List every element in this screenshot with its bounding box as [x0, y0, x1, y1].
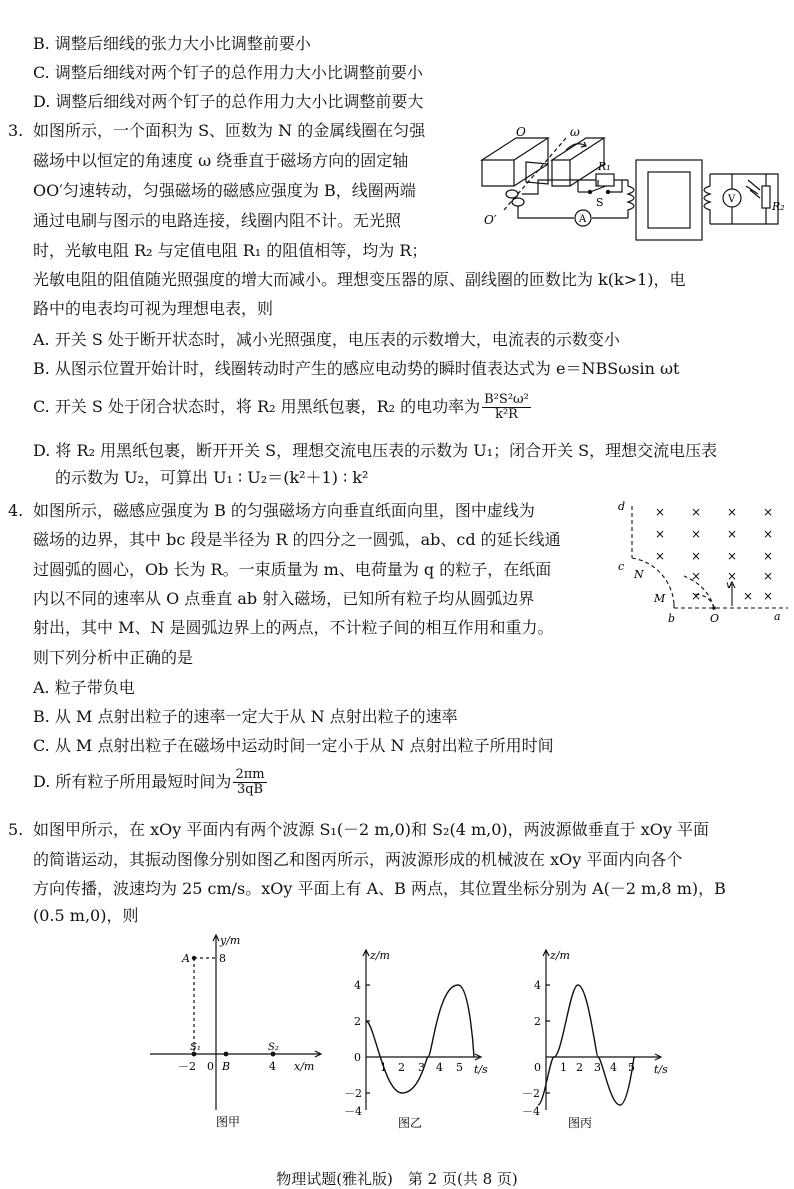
- svg-text:×: ×: [690, 527, 702, 541]
- fig-jia-s2: S₂: [268, 1042, 279, 1053]
- fig-bing-caption: 图丙: [568, 1116, 593, 1130]
- q4-label-o: O: [710, 612, 720, 625]
- q4-option-d-denominator: 3qB: [236, 782, 264, 797]
- fig-bing-xlabel: t/s: [654, 1063, 668, 1076]
- q4-label-n: N: [634, 568, 644, 581]
- q5-line-2: 的简谐运动，其振动图像分别如图乙和图丙所示，两波源形成的机械波在 xOy 平面内向各个: [33, 850, 683, 869]
- q3-option-d-line-1: D. 将 R₂ 用黑纸包裹，断开开关 S，理想交流电压表的示数为 U₁；闭合开关 S，理想交流电压表: [33, 441, 718, 460]
- q4-option-a: A. 粒子带负电: [33, 678, 135, 697]
- fig-jia-tick-8: 8: [219, 952, 226, 965]
- fig-jia-caption: 图甲: [216, 1115, 241, 1129]
- q3-line-3: OO′匀速转动，匀强磁场的磁感应强度为 B，线圈两端: [33, 181, 416, 200]
- q3-label-s: S: [596, 196, 604, 209]
- fig-bing-tick-ym4: －4: [522, 1105, 540, 1118]
- q3-option-d-line-2: 的示数为 U₂，可算出 U₁ ∶ U₂＝(k²＋1) ∶ k²: [55, 468, 369, 487]
- q3-circuit-figure: [478, 114, 788, 250]
- fig-bing-vibration-graph: [510, 945, 670, 1130]
- fig-bing-tick-x3: 3: [594, 1061, 601, 1074]
- fig-yi-tick-x1: 1: [380, 1061, 387, 1074]
- q4-option-c: C. 从 M 点射出粒子在磁场中运动时间一定小于从 N 点射出粒子所用时间: [33, 736, 554, 755]
- fig-yi-tick-y0: 0: [354, 1051, 361, 1064]
- q5-line-3: 方向传播，波速均为 25 cm/s。xOy 平面上有 A、B 两点，其位置坐标分别为 A(－2 m,8 m)，B: [33, 879, 726, 898]
- q4-label-b: b: [668, 612, 676, 625]
- fig-jia-ylabel: y/m: [220, 934, 241, 947]
- fig-yi-tick-y4: 4: [354, 979, 361, 992]
- fig-yi-tick-y2: 2: [354, 1015, 361, 1028]
- q3-label-o-prime: O′: [484, 213, 497, 227]
- q4-magnetic-field-figure: [612, 496, 790, 626]
- svg-text:×: ×: [690, 569, 702, 583]
- q4-option-b: B. 从 M 点射出粒子的速率一定大于从 N 点射出粒子的速率: [33, 707, 458, 726]
- q4-line-1: 如图所示，磁感应强度为 B 的匀强磁场方向垂直纸面向里，图中虚线为: [33, 501, 535, 520]
- svg-text:×: ×: [726, 569, 738, 583]
- fig-jia-s1: S₁: [190, 1042, 201, 1053]
- q3-option-a: A. 开关 S 处于断开状态时，减小光照强度，电压表的示数增大，电流表的示数变小: [33, 330, 620, 349]
- q2-option-c: C. 调整后细线对两个钉子的总作用力大小比调整前要小: [33, 63, 423, 82]
- svg-text:×: ×: [654, 549, 666, 563]
- fig-jia-coordinates: [140, 930, 340, 1130]
- q3-label-voltmeter: V: [728, 194, 736, 205]
- svg-text:×: ×: [742, 589, 754, 603]
- q3-label-r1: R₁: [598, 160, 611, 173]
- svg-text:×: ×: [690, 505, 702, 519]
- fig-jia-point-b: B: [222, 1060, 231, 1073]
- q3-label-r2: R₂: [772, 200, 785, 213]
- q5-line-4: (0.5 m,0)，则: [33, 906, 139, 925]
- q5-line-1: 如图甲所示，在 xOy 平面内有两个波源 S₁(－2 m,0)和 S₂(4 m,0)，两波源做垂直于 xOy 平面: [33, 820, 710, 839]
- fig-yi-tick-x5: 5: [456, 1061, 463, 1074]
- svg-text:×: ×: [762, 569, 774, 583]
- q3-option-c-text: C. 开关 S 处于闭合状态时，将 R₂ 用黑纸包裹，R₂ 的电功率为: [33, 397, 481, 416]
- svg-text:×: ×: [762, 589, 774, 603]
- fig-jia-tick-m2: －2: [178, 1060, 196, 1073]
- svg-text:×: ×: [654, 505, 666, 519]
- svg-text:×: ×: [690, 589, 702, 603]
- q3-line-1: 如图所示，一个面积为 S、匝数为 N 的金属线圈在匀强: [33, 121, 426, 140]
- fig-bing-tick-x1: 1: [560, 1061, 567, 1074]
- q4-option-d: [33, 764, 269, 800]
- fig-yi-tick-ym4: －4: [344, 1105, 362, 1118]
- q3-line-2: 磁场中以恒定的角速度 ω 绕垂直于磁场方向的固定轴: [33, 151, 409, 170]
- fig-bing-tick-y4: 4: [534, 979, 541, 992]
- fig-yi-wave: [366, 985, 474, 1093]
- q3-line-4: 通过电刷与图示的电路连接，线圈内阻不计。无光照: [33, 211, 402, 230]
- fig-bing-ylabel: z/m: [550, 949, 570, 962]
- q5-number: 5.: [8, 820, 24, 839]
- fig-bing-tick-x4: 4: [610, 1061, 617, 1074]
- q3-option-c-fraction: [482, 393, 531, 422]
- fig-bing-wave: [538, 985, 634, 1105]
- fig-jia-xlabel: x/m: [294, 1060, 315, 1073]
- q4-label-d: d: [618, 500, 626, 513]
- q3-label-o: O: [516, 125, 526, 139]
- fig-jia-point-a: A: [182, 952, 190, 965]
- q4-option-d-text: D. 所有粒子所用最短时间为: [33, 772, 232, 791]
- svg-text:×: ×: [726, 549, 738, 563]
- q3-line-6: 光敏电阻的阻值随光照强度的增大而减小。理想变压器的原、副线圈的匝数比为 k(k>1)，电: [33, 270, 686, 289]
- fig-yi-xlabel: t/s: [474, 1063, 488, 1076]
- q3-option-c-numerator: B²S²ω²: [484, 392, 529, 407]
- svg-text:×: ×: [726, 505, 738, 519]
- q4-option-d-numerator: 2πm: [235, 767, 265, 782]
- q4-option-d-fraction: [233, 768, 266, 797]
- q4-line-5: 射出，其中 M、N 是圆弧边界上的两点，不计粒子间的相互作用和重力。: [33, 618, 554, 637]
- q4-field-crosses: [655, 505, 773, 603]
- fig-yi-tick-x3: 3: [418, 1061, 425, 1074]
- fig-bing-tick-y2: 2: [534, 1015, 541, 1028]
- fig-bing-tick-x2: 2: [576, 1061, 583, 1074]
- fig-bing-tick-x5: 5: [628, 1061, 635, 1074]
- svg-text:×: ×: [726, 527, 738, 541]
- fig-yi-tick-ym2: －2: [344, 1087, 362, 1100]
- fig-yi-caption: 图乙: [398, 1116, 423, 1130]
- q4-line-3: 过圆弧的圆心，Ob 长为 R。一束质量为 m、电荷量为 q 的粒子，在纸面: [33, 560, 552, 579]
- q3-number: 3.: [8, 121, 24, 140]
- q4-number: 4.: [8, 501, 24, 520]
- q4-line-4: 内以不同的速率从 O 点垂直 ab 射入磁场，已知所有粒子均从圆弧边界: [33, 589, 535, 608]
- q2-option-d: D. 调整后细线对两个钉子的总作用力大小比调整前要大: [33, 92, 424, 111]
- svg-text:×: ×: [762, 549, 774, 563]
- q3-option-c: [33, 389, 533, 425]
- fig-jia-tick-0: 0: [207, 1060, 214, 1073]
- fig-yi-vibration-graph: [340, 945, 490, 1130]
- svg-text:×: ×: [654, 527, 666, 541]
- fig-bing-tick-y0: 0: [534, 1061, 541, 1074]
- svg-text:×: ×: [762, 505, 774, 519]
- q3-option-c-denominator: k²R: [495, 407, 518, 422]
- q4-label-a: a: [774, 610, 781, 623]
- q3-line-7: 路中的电表均可视为理想电表，则: [33, 299, 274, 318]
- q4-line-6: 则下列分析中正确的是: [33, 648, 194, 667]
- q2-option-b: B. 调整后细线的张力大小比调整前要小: [33, 34, 311, 53]
- fig-yi-ylabel: z/m: [370, 949, 390, 962]
- svg-text:×: ×: [762, 527, 774, 541]
- fig-bing-tick-ym2: －2: [522, 1087, 540, 1100]
- q3-label-ammeter: A: [579, 214, 587, 225]
- q4-label-m: M: [654, 592, 666, 605]
- q4-label-v: v: [726, 580, 732, 591]
- q3-line-5: 时，光敏电阻 R₂ 与定值电阻 R₁ 的阻值相等，均为 R；: [33, 241, 428, 260]
- fig-yi-tick-x4: 4: [436, 1061, 443, 1074]
- q3-option-b: B. 从图示位置开始计时，线圈转动时产生的感应电动势的瞬时值表达式为 e＝NBSωsin ωt: [33, 359, 680, 378]
- fig-jia-tick-4: 4: [269, 1060, 276, 1073]
- q4-label-c: c: [618, 560, 625, 573]
- svg-text:×: ×: [690, 549, 702, 563]
- page-footer: 物理试题(雅礼版) 第 2 页(共 8 页): [276, 1170, 518, 1188]
- q4-line-2: 磁场的边界，其中 bc 段是半径为 R 的四分之一圆弧，ab、cd 的延长线通: [33, 530, 561, 549]
- q3-label-omega: ω: [570, 125, 580, 139]
- fig-yi-tick-x2: 2: [398, 1061, 405, 1074]
